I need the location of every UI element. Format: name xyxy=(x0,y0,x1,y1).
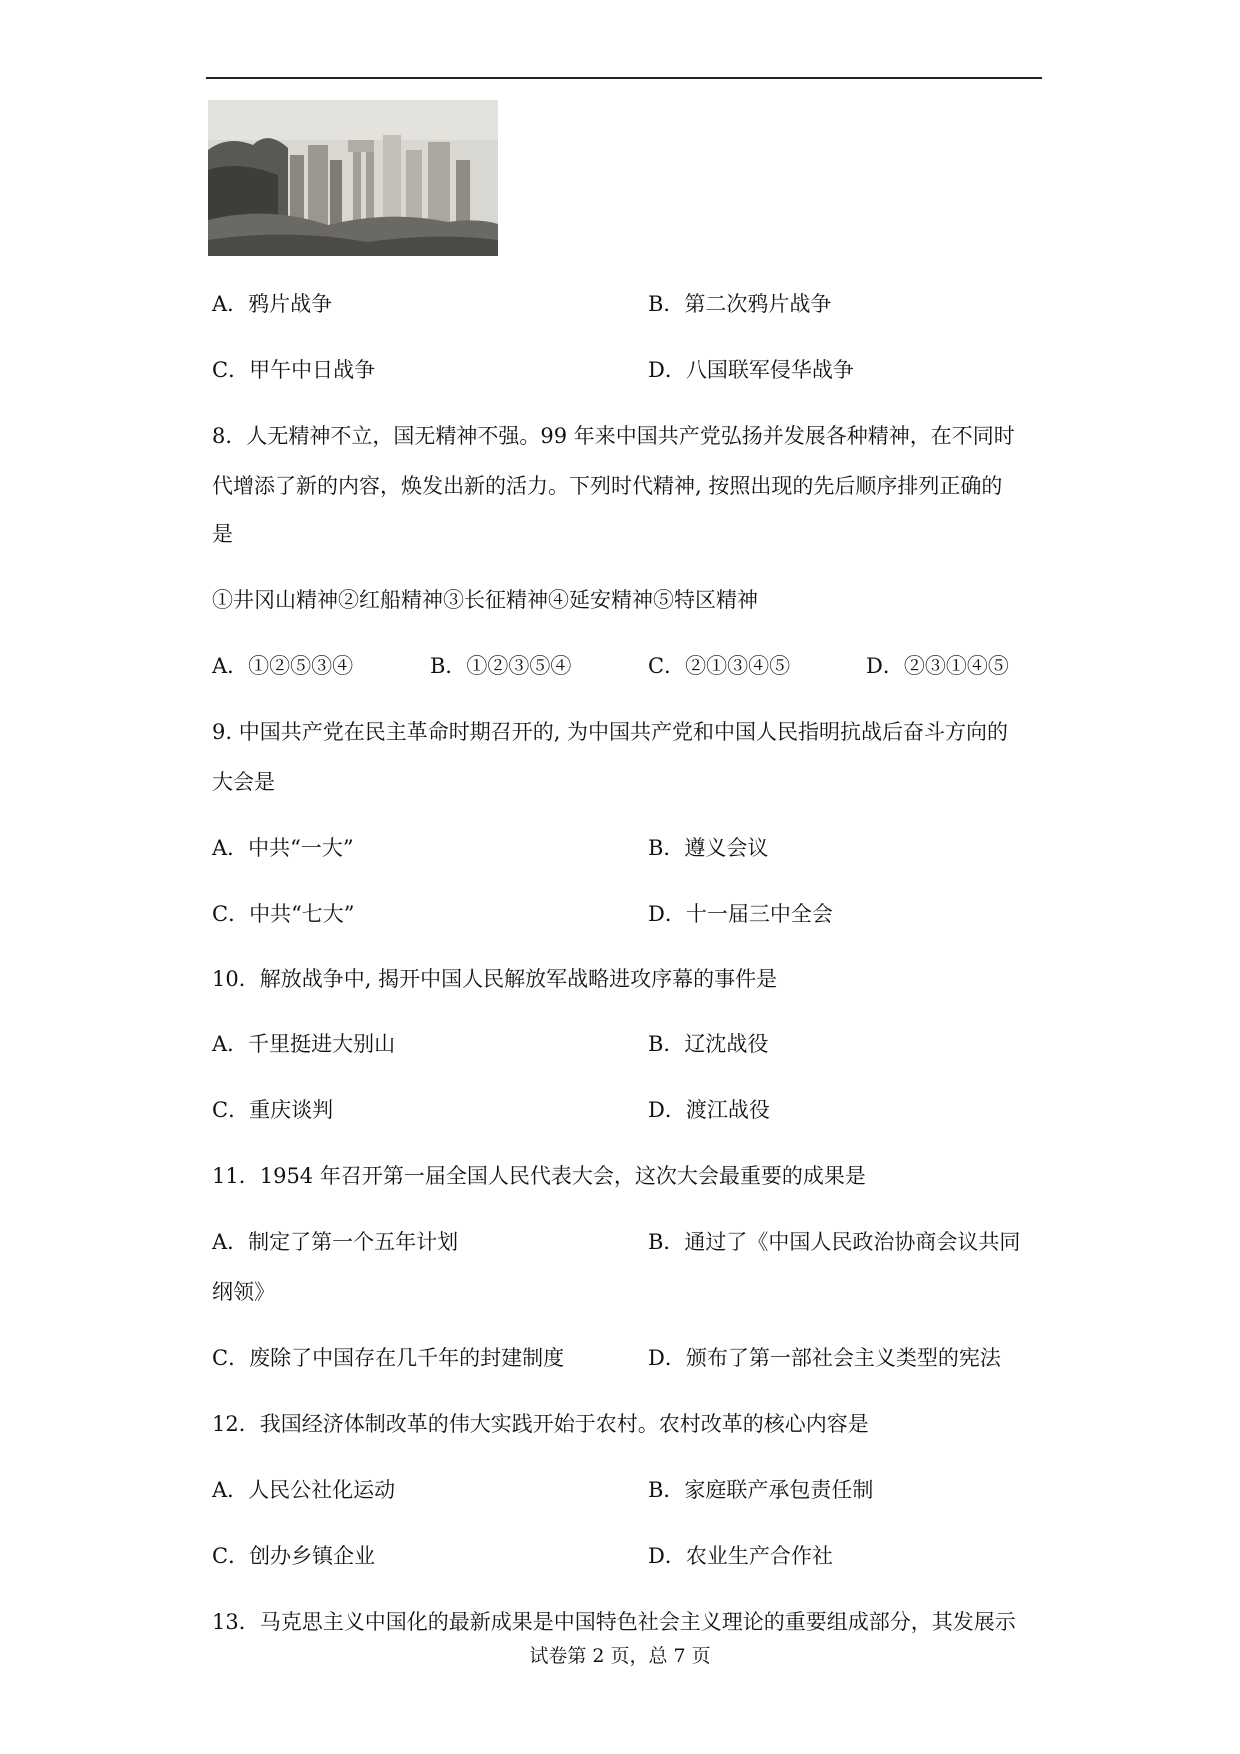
q7-option-b: B．第二次鸦片战争 xyxy=(648,292,832,316)
q8-option-c: C．②①③④⑤ xyxy=(648,654,791,678)
q10-option-a: A．千里挺进大别山 xyxy=(212,1032,396,1056)
q11-option-c: C．废除了中国存在几千年的封建制度 xyxy=(212,1346,565,1370)
header-rule xyxy=(206,77,1042,79)
q9-stem-line2: 大会是 xyxy=(212,770,275,794)
q11-stem: 11．1954 年召开第一届全国人民代表大会，这次大会最重要的成果是 xyxy=(212,1164,866,1188)
q9-option-c: C．中共“七大” xyxy=(212,902,355,926)
q11-option-b-continued: 纲领》 xyxy=(212,1280,275,1304)
q10-option-b: B．辽沈战役 xyxy=(648,1032,769,1056)
q8-stem-line3: 是 xyxy=(212,522,233,546)
q7-option-c: C．甲午中日战争 xyxy=(212,358,376,382)
q8-option-d: D．②③①④⑤ xyxy=(866,654,1009,678)
q9-option-d: D．十一届三中全会 xyxy=(648,902,833,926)
q8-option-a: A．①②⑤③④ xyxy=(212,654,354,678)
q10-option-c: C．重庆谈判 xyxy=(212,1098,334,1122)
ruins-photo xyxy=(208,100,498,256)
q12-option-b: B．家庭联产承包责任制 xyxy=(648,1478,874,1502)
q12-option-a: A．人民公社化运动 xyxy=(212,1478,396,1502)
q10-stem: 10．解放战争中, 揭开中国人民解放军战略进攻序幕的事件是 xyxy=(212,967,778,991)
q12-option-c: C．创办乡镇企业 xyxy=(212,1544,376,1568)
q9-option-b: B．遵义会议 xyxy=(648,836,769,860)
q10-option-d: D．渡江战役 xyxy=(648,1098,770,1122)
q11-option-a: A．制定了第一个五年计划 xyxy=(212,1230,459,1254)
q9-option-a: A．中共“一大” xyxy=(212,836,354,860)
ruins-photo-icon xyxy=(208,100,498,256)
q9-stem-line1: 9. 中国共产党在民主革命时期召开的, 为中国共产党和中国人民指明抗战后奋斗方向的 xyxy=(212,720,1009,744)
q12-option-d: D．农业生产合作社 xyxy=(648,1544,833,1568)
q11-option-d: D．颁布了第一部社会主义类型的宪法 xyxy=(648,1346,1001,1370)
q7-option-a: A．鸦片战争 xyxy=(212,292,333,316)
q8-stem-line2: 代增添了新的内容，焕发出新的活力。下列时代精神, 按照出现的先后顺序排列正确的 xyxy=(212,474,1003,498)
page-footer: 试卷第 2 页，总 7 页 xyxy=(529,1645,711,1667)
q13-stem-line1: 13．马克思主义中国化的最新成果是中国特色社会主义理论的重要组成部分，其发展示 xyxy=(212,1610,1016,1634)
q12-stem: 12．我国经济体制改革的伟大实践开始于农村。农村改革的核心内容是 xyxy=(212,1412,869,1436)
q8-stem-line1: 8．人无精神不立，国无精神不强。99 年来中国共产党弘扬并发展各种精神，在不同时 xyxy=(212,424,1015,448)
q8-items: ①井冈山精神②红船精神③长征精神④延安精神⑤特区精神 xyxy=(212,588,758,612)
q8-option-b: B．①②③⑤④ xyxy=(430,654,572,678)
q7-option-d: D．八国联军侵华战争 xyxy=(648,358,854,382)
q11-option-b: B．通过了《中国人民政治协商会议共同 xyxy=(648,1230,1021,1254)
